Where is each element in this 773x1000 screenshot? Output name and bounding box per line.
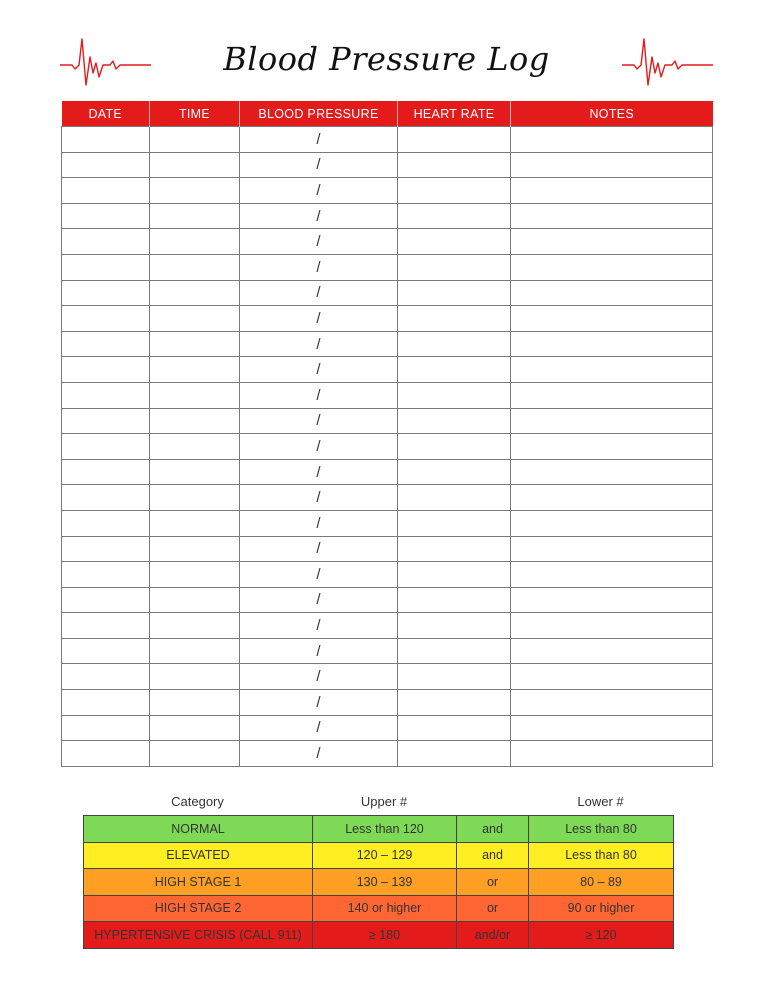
date-cell[interactable] — [62, 434, 150, 460]
time-cell[interactable] — [150, 715, 240, 741]
bp-separator: / — [316, 514, 321, 532]
notes-cell[interactable] — [511, 690, 713, 716]
heart-rate-cell[interactable] — [398, 254, 511, 280]
time-cell[interactable] — [150, 536, 240, 562]
table-row — [62, 408, 713, 434]
time-cell[interactable] — [150, 638, 240, 664]
time-cell[interactable] — [150, 434, 240, 460]
conjunction-cell: or — [457, 869, 529, 896]
blood-pressure-cell[interactable] — [240, 434, 398, 460]
conjunction-cell: or — [457, 895, 529, 922]
date-cell[interactable] — [62, 587, 150, 613]
notes-cell[interactable] — [511, 638, 713, 664]
table-row — [62, 690, 713, 716]
date-cell[interactable] — [62, 459, 150, 485]
notes-cell[interactable] — [511, 434, 713, 460]
notes-cell[interactable] — [511, 664, 713, 690]
heart-rate-cell[interactable] — [398, 178, 511, 204]
blood-pressure-cell[interactable] — [240, 741, 398, 767]
blood-pressure-cell[interactable] — [240, 459, 398, 485]
time-cell[interactable] — [150, 664, 240, 690]
date-cell[interactable] — [62, 382, 150, 408]
time-cell[interactable] — [150, 254, 240, 280]
date-cell[interactable] — [62, 715, 150, 741]
table-row — [62, 741, 713, 767]
upper-cell: ≥ 180 — [313, 922, 457, 949]
notes-cell[interactable] — [511, 536, 713, 562]
lower-cell: ≥ 120 — [529, 922, 674, 949]
blood-pressure-cell[interactable] — [240, 613, 398, 639]
table-row — [62, 664, 713, 690]
ref-header-lower: Lower # — [577, 794, 624, 809]
time-cell[interactable] — [150, 408, 240, 434]
blood-pressure-cell[interactable] — [240, 485, 398, 511]
date-cell[interactable] — [62, 306, 150, 332]
lower-cell: 90 or higher — [529, 895, 674, 922]
bp-separator: / — [316, 591, 321, 609]
upper-cell: 130 – 139 — [313, 869, 457, 896]
date-cell[interactable] — [62, 178, 150, 204]
notes-cell[interactable] — [511, 408, 713, 434]
time-cell[interactable] — [150, 127, 240, 153]
table-row — [62, 536, 713, 562]
notes-cell[interactable] — [511, 562, 713, 588]
blood-pressure-cell[interactable] — [240, 331, 398, 357]
category-row — [84, 922, 674, 949]
bp-separator: / — [316, 693, 321, 711]
bp-separator: / — [316, 745, 321, 763]
heartbeat-icon — [620, 33, 715, 89]
category-cell: HIGH STAGE 2 — [84, 895, 313, 922]
time-cell[interactable] — [150, 613, 240, 639]
table-row — [62, 127, 713, 153]
notes-cell[interactable] — [511, 331, 713, 357]
time-cell[interactable] — [150, 357, 240, 383]
heart-rate-cell[interactable] — [398, 664, 511, 690]
upper-cell: 120 – 129 — [313, 842, 457, 869]
table-row — [62, 510, 713, 536]
notes-cell[interactable] — [511, 127, 713, 153]
column-header-date: DATE — [62, 101, 150, 127]
time-cell[interactable] — [150, 280, 240, 306]
notes-cell[interactable] — [511, 280, 713, 306]
time-cell[interactable] — [150, 690, 240, 716]
table-row — [62, 229, 713, 255]
table-row — [62, 280, 713, 306]
conjunction-cell: and/or — [457, 922, 529, 949]
lower-cell: Less than 80 — [529, 816, 674, 843]
notes-cell[interactable] — [511, 178, 713, 204]
blood-pressure-cell[interactable] — [240, 357, 398, 383]
category-cell: NORMAL — [84, 816, 313, 843]
lower-cell: Less than 80 — [529, 842, 674, 869]
column-header-time: TIME — [150, 101, 240, 127]
heart-rate-cell[interactable] — [398, 382, 511, 408]
notes-cell[interactable] — [511, 741, 713, 767]
table-row — [62, 306, 713, 332]
category-row — [84, 842, 674, 869]
blood-pressure-cell[interactable] — [240, 690, 398, 716]
table-row — [62, 587, 713, 613]
date-cell[interactable] — [62, 638, 150, 664]
upper-cell: 140 or higher — [313, 895, 457, 922]
heart-rate-cell[interactable] — [398, 203, 511, 229]
notes-cell[interactable] — [511, 510, 713, 536]
blood-pressure-cell[interactable] — [240, 306, 398, 332]
blood-pressure-cell[interactable] — [240, 152, 398, 178]
date-cell[interactable] — [62, 127, 150, 153]
date-cell[interactable] — [62, 203, 150, 229]
column-header-blood-pressure: BLOOD PRESSURE — [240, 101, 398, 127]
table-row — [62, 485, 713, 511]
date-cell[interactable] — [62, 613, 150, 639]
heart-rate-cell[interactable] — [398, 127, 511, 153]
blood-pressure-cell[interactable] — [240, 254, 398, 280]
time-cell[interactable] — [150, 459, 240, 485]
category-row — [84, 816, 674, 843]
table-row — [62, 613, 713, 639]
blood-pressure-cell[interactable] — [240, 536, 398, 562]
blood-pressure-cell[interactable] — [240, 203, 398, 229]
blood-pressure-cell[interactable] — [240, 229, 398, 255]
upper-cell: Less than 120 — [313, 816, 457, 843]
heart-rate-cell[interactable] — [398, 562, 511, 588]
time-cell[interactable] — [150, 510, 240, 536]
time-cell[interactable] — [150, 485, 240, 511]
blood-pressure-cell[interactable] — [240, 715, 398, 741]
conjunction-cell: and — [457, 816, 529, 843]
ref-header-upper: Upper # — [360, 794, 408, 809]
date-cell[interactable] — [62, 664, 150, 690]
category-cell: HIGH STAGE 1 — [84, 869, 313, 896]
bp-separator: / — [316, 642, 321, 660]
date-cell[interactable] — [62, 741, 150, 767]
bp-separator: / — [316, 207, 321, 225]
heart-rate-cell[interactable] — [398, 229, 511, 255]
time-cell[interactable] — [150, 203, 240, 229]
category-cell: ELEVATED — [84, 842, 313, 869]
blood-pressure-cell[interactable] — [240, 510, 398, 536]
date-cell[interactable] — [62, 152, 150, 178]
date-cell[interactable] — [62, 280, 150, 306]
date-cell[interactable] — [62, 229, 150, 255]
table-row — [62, 178, 713, 204]
heart-rate-cell[interactable] — [398, 638, 511, 664]
heart-rate-cell[interactable] — [398, 459, 511, 485]
heart-rate-cell[interactable] — [398, 434, 511, 460]
bp-separator: / — [316, 437, 321, 455]
blood-pressure-cell[interactable] — [240, 178, 398, 204]
bp-separator: / — [316, 412, 321, 430]
category-row — [84, 869, 674, 896]
notes-cell[interactable] — [511, 203, 713, 229]
column-header-notes: NOTES — [511, 101, 713, 127]
notes-cell[interactable] — [511, 152, 713, 178]
time-cell[interactable] — [150, 229, 240, 255]
notes-cell[interactable] — [511, 613, 713, 639]
blood-pressure-cell[interactable] — [240, 280, 398, 306]
table-row — [62, 254, 713, 280]
blood-pressure-cell[interactable] — [240, 664, 398, 690]
date-cell[interactable] — [62, 254, 150, 280]
log-table — [61, 101, 713, 767]
time-cell[interactable] — [150, 306, 240, 332]
category-cell: HYPERTENSIVE CRISIS (CALL 911) — [84, 922, 313, 949]
date-cell[interactable] — [62, 510, 150, 536]
heart-rate-cell[interactable] — [398, 536, 511, 562]
table-row — [62, 331, 713, 357]
blood-pressure-cell[interactable] — [240, 408, 398, 434]
time-cell[interactable] — [150, 562, 240, 588]
bp-separator: / — [316, 668, 321, 686]
bp-separator: / — [316, 130, 321, 148]
bp-separator: / — [316, 309, 321, 327]
date-cell[interactable] — [62, 690, 150, 716]
table-row — [62, 459, 713, 485]
category-row — [84, 895, 674, 922]
time-cell[interactable] — [150, 178, 240, 204]
time-cell[interactable] — [150, 382, 240, 408]
table-row — [62, 357, 713, 383]
heart-rate-cell[interactable] — [398, 715, 511, 741]
notes-cell[interactable] — [511, 587, 713, 613]
lower-cell: 80 – 89 — [529, 869, 674, 896]
notes-cell[interactable] — [511, 715, 713, 741]
heart-rate-cell[interactable] — [398, 613, 511, 639]
notes-cell[interactable] — [511, 306, 713, 332]
bp-separator: / — [316, 156, 321, 174]
blood-pressure-cell[interactable] — [240, 127, 398, 153]
bp-separator: / — [316, 489, 321, 507]
time-cell[interactable] — [150, 587, 240, 613]
ref-header-category: Category — [171, 794, 224, 809]
table-row — [62, 203, 713, 229]
notes-cell[interactable] — [511, 357, 713, 383]
blood-pressure-cell[interactable] — [240, 382, 398, 408]
page-title: Blood Pressure Log — [223, 40, 550, 78]
date-cell[interactable] — [62, 485, 150, 511]
heart-rate-cell[interactable] — [398, 485, 511, 511]
time-cell[interactable] — [150, 152, 240, 178]
blood-pressure-cell[interactable] — [240, 638, 398, 664]
bp-separator: / — [316, 719, 321, 737]
table-row — [62, 434, 713, 460]
notes-cell[interactable] — [511, 485, 713, 511]
bp-separator: / — [316, 361, 321, 379]
blood-pressure-cell[interactable] — [240, 587, 398, 613]
bp-separator: / — [316, 335, 321, 353]
heart-rate-cell[interactable] — [398, 357, 511, 383]
notes-cell[interactable] — [511, 229, 713, 255]
heart-rate-cell[interactable] — [398, 690, 511, 716]
log-header-row — [62, 101, 713, 127]
notes-cell[interactable] — [511, 459, 713, 485]
date-cell[interactable] — [62, 408, 150, 434]
date-cell[interactable] — [62, 331, 150, 357]
conjunction-cell: and — [457, 842, 529, 869]
date-cell[interactable] — [62, 536, 150, 562]
bp-separator: / — [316, 233, 321, 251]
heart-rate-cell[interactable] — [398, 152, 511, 178]
bp-separator: / — [316, 565, 321, 583]
bp-separator: / — [316, 258, 321, 276]
notes-cell[interactable] — [511, 382, 713, 408]
time-cell[interactable] — [150, 741, 240, 767]
bp-separator: / — [316, 463, 321, 481]
column-header-heart-rate: HEART RATE — [398, 101, 511, 127]
heart-rate-cell[interactable] — [398, 280, 511, 306]
heart-rate-cell[interactable] — [398, 510, 511, 536]
table-row — [62, 638, 713, 664]
heart-rate-cell[interactable] — [398, 587, 511, 613]
notes-cell[interactable] — [511, 254, 713, 280]
heart-rate-cell[interactable] — [398, 331, 511, 357]
bp-separator: / — [316, 617, 321, 635]
bp-separator: / — [316, 386, 321, 404]
bp-category-table — [83, 815, 674, 949]
table-row — [62, 152, 713, 178]
blood-pressure-cell[interactable] — [240, 562, 398, 588]
bp-separator: / — [316, 540, 321, 558]
bp-separator: / — [316, 284, 321, 302]
table-row — [62, 382, 713, 408]
heart-rate-cell[interactable] — [398, 408, 511, 434]
table-row — [62, 562, 713, 588]
date-cell[interactable] — [62, 357, 150, 383]
heart-rate-cell[interactable] — [398, 306, 511, 332]
heart-rate-cell[interactable] — [398, 741, 511, 767]
table-row — [62, 715, 713, 741]
bp-separator: / — [316, 181, 321, 199]
time-cell[interactable] — [150, 331, 240, 357]
date-cell[interactable] — [62, 562, 150, 588]
